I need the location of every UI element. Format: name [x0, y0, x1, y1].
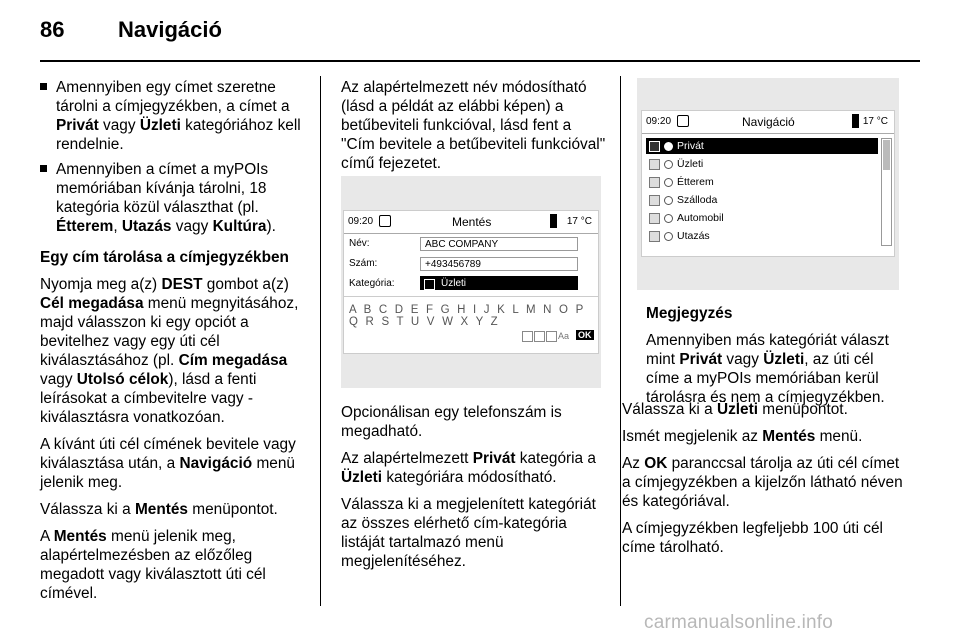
radio-button[interactable] [664, 178, 673, 187]
radio-button[interactable] [664, 196, 673, 205]
number-field[interactable]: +493456789 [420, 257, 578, 271]
column-2 [341, 78, 607, 181]
watermark: carmanualsonline.info [644, 612, 834, 633]
header-rule [40, 60, 920, 62]
screen-title: Navigáció [742, 115, 795, 129]
bullet-icon [40, 165, 47, 172]
car-icon [649, 213, 660, 224]
category-field[interactable]: Üzleti [420, 276, 578, 290]
paragraph: A címjegyzékben legfeljebb 100 úti cél címe tárolható. [622, 520, 883, 556]
category-item-hotel[interactable]: Szálloda [646, 192, 878, 208]
screen-status-bar [344, 211, 598, 234]
number-label: Szám: [349, 258, 378, 269]
radio-button[interactable] [664, 232, 673, 241]
category-item-restaurant[interactable]: Étterem [646, 174, 878, 190]
delete-icon[interactable] [546, 331, 557, 342]
scrollbar[interactable] [881, 138, 892, 246]
clock-time: 09:20 [348, 216, 374, 227]
bullet-icon [40, 83, 47, 90]
clock-time: 09:20 [646, 116, 672, 127]
screen-status-bar [642, 111, 894, 134]
note-text: Amennyiben más kategóriát választ mint Privát vagy Üzleti, az úti cél címe a myPOIs memóriában kerül tárolásra és nem a címjegyzékben. [646, 332, 889, 406]
temperature: 17 °C [566, 216, 592, 227]
name-field[interactable]: ABC COMPANY [420, 237, 578, 251]
column-1 [40, 78, 308, 611]
category-item-business[interactable]: Üzleti [646, 156, 878, 172]
paragraph: Nyomja meg a(z) DEST gombot a(z) Cél megadása menü megnyitásához, majd válasszon ki egy opciót a bevitelhez vagy egy úti cél kiválasztásához (pl. Cím megadása vagy Utolsó célok), lásd a fenti leírásokat a címbevitelre vagy -kiválasztásra vonatkozóan. [40, 276, 299, 426]
paragraph: Opcionálisan egy telefonszám is megadható. [341, 404, 562, 440]
travel-icon [649, 231, 660, 242]
letter-keyboard[interactable]: A B C D E F G H I J K L M N O P Q R S T U V W X Y Z [349, 304, 586, 328]
restaurant-icon [649, 177, 660, 188]
figure-category-screen [637, 78, 899, 290]
shift-icon[interactable] [522, 331, 533, 342]
category-item-private[interactable]: Privát [646, 138, 878, 154]
paragraph: A Mentés menü jelenik meg, alapértelmezésben az előzőleg megadott vagy kiválasztott úti cél címével. [40, 528, 266, 602]
category-item-travel[interactable]: Utazás [646, 228, 878, 244]
paragraph: Az alapértelmezett név módosítható (lásd a példát az elábbi képen) a betűbeviteli funkcióval, lásd fent a "Cím bevitele a betűbeviteli funkcióval" című fejezetet. [341, 79, 606, 172]
hotel-icon [649, 195, 660, 206]
divider [344, 296, 598, 297]
temperature: 17 °C [862, 116, 888, 127]
cursor-icon[interactable] [534, 331, 545, 342]
section-heading: Egy cím tárolása a címjegyzékben [40, 249, 289, 266]
column-3-lower [622, 400, 907, 565]
paragraph: A kívánt úti cél címének bevitele vagy kiválasztása után, a Navigáció menü jelenik meg. [40, 436, 296, 491]
clock-icon [379, 215, 391, 227]
phone-icon [550, 214, 557, 228]
business-icon [424, 279, 435, 290]
page-number: 86 [40, 17, 65, 42]
screen-title: Mentés [452, 215, 492, 229]
ok-button[interactable]: OK [578, 330, 592, 340]
scrollbar-thumb[interactable] [883, 140, 890, 170]
clock-icon [677, 115, 689, 127]
column-divider-right [620, 76, 621, 606]
note-block [646, 304, 906, 407]
case-toggle[interactable]: Aa [558, 331, 570, 341]
name-label: Név: [349, 238, 370, 249]
column-divider-left [320, 76, 321, 606]
figure-save-screen [341, 176, 601, 388]
radio-button[interactable] [664, 160, 673, 169]
paragraph: Válassza ki a Mentés menüpontot. [40, 501, 278, 518]
paragraph: Válassza ki a Üzleti menüpontot. [622, 401, 848, 418]
radio-button[interactable] [664, 142, 673, 151]
paragraph: Válassza ki a megjelenített kategóriát az összes elérhető cím-kategória listáját tartalmazó menü megjelenítéséhez. [341, 496, 596, 570]
column-2-lower [341, 403, 607, 579]
bullet-item: Amennyiben a címet a myPOIs memóriában kívánja tárolni, 18 kategória közül választhat (pl. Étterem, Utazás vagy Kultúra). [40, 160, 308, 236]
phone-icon [852, 114, 859, 128]
page-title: Navigáció [118, 17, 222, 42]
paragraph: Az OK paranccsal tárolja az úti cél címet a címjegyzékben a kijelzőn látható néven és kategóriával. [622, 455, 903, 510]
paragraph: Ismét megjelenik az Mentés menü. [622, 428, 863, 445]
paragraph: Az alapértelmezett Privát kategória a Üzleti kategóriára módosítható. [341, 450, 596, 486]
bullet-item: Amennyiben egy címet szeretne tárolni a címjegyzékben, a címet a Privát vagy Üzleti kategóriához kell rendelnie. [40, 78, 308, 154]
business-icon [649, 159, 660, 170]
page-header [0, 0, 960, 62]
category-label: Kategória: [349, 278, 395, 289]
save-screen [343, 210, 599, 354]
radio-button[interactable] [664, 214, 673, 223]
category-screen [641, 110, 895, 257]
note-heading: Megjegyzés [646, 305, 733, 322]
private-icon [649, 141, 660, 152]
category-item-automobile[interactable]: Automobil [646, 210, 878, 226]
